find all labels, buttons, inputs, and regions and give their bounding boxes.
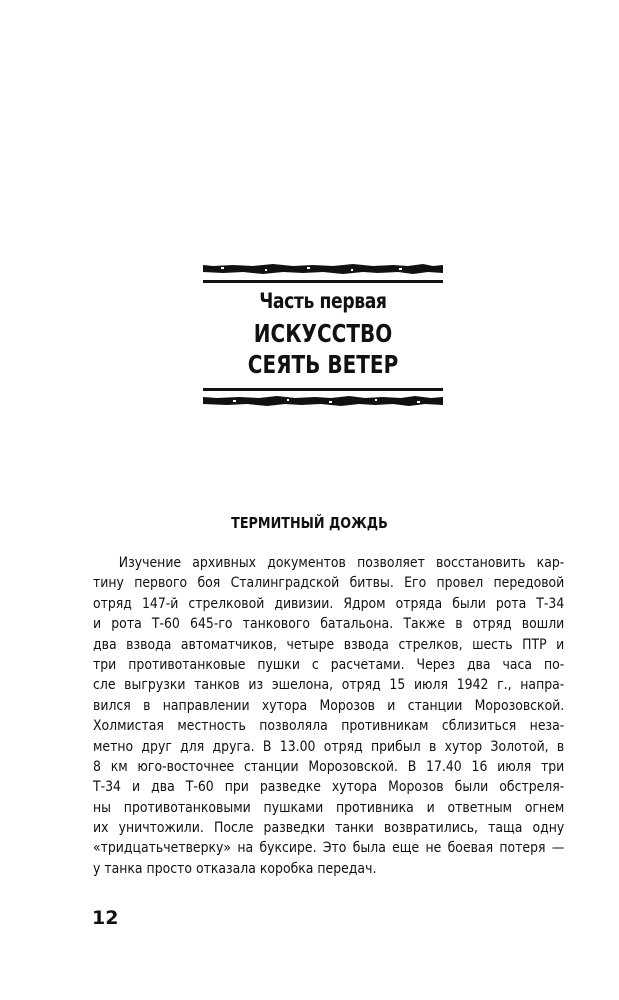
text-line: сле выгрузки танков из эшелона, отряд 15 июля 1942 г., напра- (93, 677, 565, 694)
rule-top (203, 280, 443, 283)
text-line: «тридцатьчетверку» на буксире. Это была еще не боевая потеря — (93, 840, 565, 857)
rough-edge-bottom (203, 395, 443, 407)
text-line: у танка просто отказала коробка передач. (93, 860, 377, 877)
decorative-bottom-bar (203, 395, 443, 407)
text-line: 8 км юго-восточнее станции Морозовской. В 17.40 16 июля три (93, 758, 565, 775)
part-label: Часть первая (259, 289, 387, 313)
text-line: два взвода автоматчиков, четыре взвода стрелков, шесть ПТР и (93, 636, 565, 653)
part-title-line-1: ИСКУССТВО (253, 319, 393, 348)
text-line: отряд 147-й стрелковой дивизии. Ядром отряда были рота Т-34 (93, 595, 565, 612)
part-heading-block (203, 263, 443, 409)
text-line: тину первого боя Сталинградской битвы. Его провел передовой (93, 575, 565, 592)
text-line: ны противотанковыми пушками противника и ответным огнем (93, 799, 565, 816)
text-line: Т-34 и два Т-60 при разведке хутора Морозов были обстреля- (93, 779, 565, 796)
chapter-title: ТЕРМИТНЫЙ ДОЖДЬ (231, 514, 388, 532)
rough-edge-top (203, 263, 443, 275)
text-line: и рота Т-60 645-го танкового батальона. Также в отряд вошли (93, 616, 565, 633)
text-line: их уничтожили. После разведки танки возвратились, таща одну (93, 820, 565, 837)
rule-bottom (203, 388, 443, 391)
body-paragraph (93, 553, 565, 879)
text-line: вился в направлении хутора Морозов и станции Морозовской. (93, 697, 565, 714)
text-line: Холмистая местность позволяла противникам сблизиться неза- (93, 718, 565, 735)
page-number: 12 (92, 907, 119, 929)
text-line: три противотанковые пушки с расчетами. Через два часа по- (93, 656, 565, 673)
text-line: метно друг для друга. В 13.00 отряд прибыл в хутор Золотой, в (93, 738, 565, 755)
part-title-line-2: СЕЯТЬ ВЕТЕР (247, 350, 399, 379)
decorative-top-bar (203, 263, 443, 275)
text-line: Изучение архивных документов позволяет восстановить кар- (118, 555, 565, 571)
